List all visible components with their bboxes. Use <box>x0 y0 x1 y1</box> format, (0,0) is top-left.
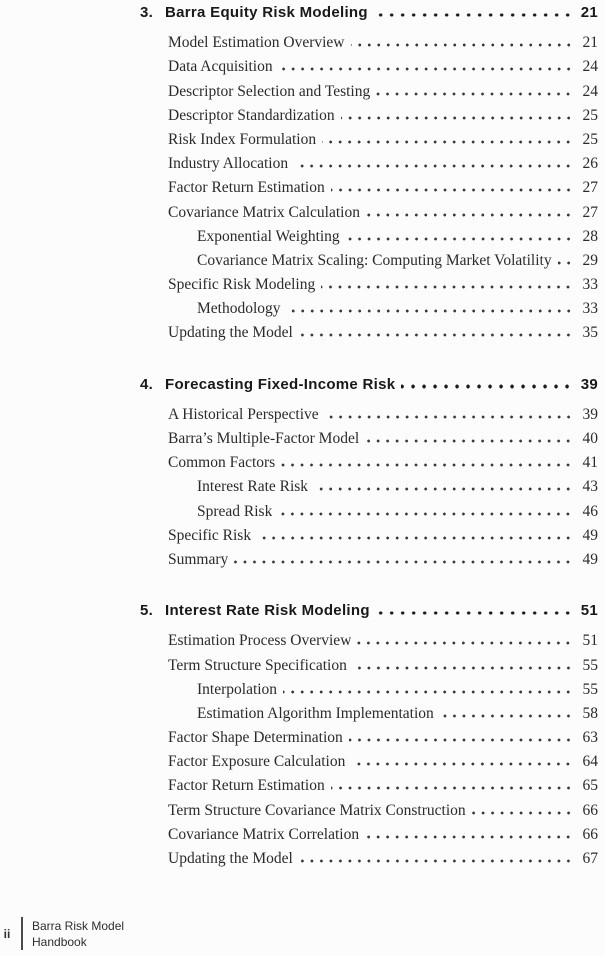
toc-entry-page-number: 28 <box>582 227 598 245</box>
chapter-page-number: 39 <box>580 375 598 393</box>
dot-leader <box>357 641 573 645</box>
table-of-contents <box>0 1 605 871</box>
toc-entry-page-number: 58 <box>582 704 598 722</box>
toc-entry-label: Spread Risk <box>197 502 273 520</box>
toc-entry-label: Covariance Matrix Scaling: Computing Market Volatility <box>197 251 552 269</box>
dot-leader <box>314 487 573 491</box>
toc-entry-label: Exponential Weighting <box>197 227 340 245</box>
toc-entry-page-number: 24 <box>582 58 598 76</box>
dot-leader <box>279 67 573 71</box>
toc-entry <box>197 500 598 524</box>
toc-entry-label: Term Structure Covariance Matrix Construction <box>168 801 466 819</box>
toc-entry <box>168 548 598 572</box>
toc-entry-label: Risk Index Formulation <box>168 130 317 148</box>
toc-entry <box>197 678 598 702</box>
toc-chapter-heading <box>140 373 598 397</box>
toc-entry <box>168 201 598 225</box>
toc-entry <box>168 629 598 653</box>
dot-leader <box>299 859 573 863</box>
toc-entry-label: Factor Shape Determination <box>168 729 343 747</box>
dot-leader <box>351 762 573 766</box>
dot-leader <box>366 213 573 217</box>
toc-entry-page-number: 41 <box>582 454 598 472</box>
toc-entry-label: Data Acquisition <box>168 58 273 76</box>
toc-entry-page-number: 21 <box>582 34 598 52</box>
toc-entry <box>168 654 598 678</box>
toc-entry-page-number: 51 <box>582 632 598 650</box>
chapter-page-number: 21 <box>580 4 598 21</box>
toc-entry <box>168 128 598 152</box>
toc-entry <box>197 297 598 321</box>
toc-entry <box>168 273 598 297</box>
dot-leader <box>558 261 573 265</box>
dot-leader <box>401 384 573 389</box>
toc-entry-label: Descriptor Selection and Testing <box>168 82 371 100</box>
toc-entry-page-number: 46 <box>582 502 598 520</box>
toc-entry <box>197 249 598 273</box>
toc-entry <box>168 750 598 774</box>
dot-leader <box>283 690 573 694</box>
dot-leader <box>257 536 573 540</box>
toc-entry <box>168 524 598 548</box>
dot-leader <box>365 439 573 443</box>
dot-leader <box>331 188 573 192</box>
toc-entry <box>197 475 598 499</box>
toc-entry-page-number: 26 <box>582 155 598 173</box>
dot-leader <box>299 333 573 337</box>
toc-entry-page-number: 27 <box>582 203 598 221</box>
toc-entry-page-number: 63 <box>582 729 598 747</box>
toc-entry-label: Interest Rate Risk <box>197 478 309 496</box>
toc-entry-page-number: 67 <box>582 850 598 867</box>
chapter-number: 4. <box>140 375 154 393</box>
toc-entry-page-number: 49 <box>582 550 598 568</box>
toc-chapter-heading <box>140 599 598 623</box>
toc-entry <box>168 451 598 475</box>
toc-entry-page-number: 39 <box>582 405 598 423</box>
dot-leader <box>321 285 573 289</box>
toc-entry-label: Barra’s Multiple-Factor Model <box>168 430 360 447</box>
toc-entry-page-number: 29 <box>582 251 598 269</box>
chapter-title: Interest Rate Risk Modeling <box>165 602 370 620</box>
toc-entry <box>168 55 598 79</box>
dot-leader <box>322 140 573 144</box>
toc-entry-label: Interpolation <box>197 680 278 698</box>
toc-entry <box>168 80 598 104</box>
dot-leader <box>351 43 574 47</box>
toc-entry-label: Common Factors <box>168 454 276 472</box>
dot-leader <box>346 237 573 241</box>
toc-entry-label: Descriptor Standardization <box>168 106 335 124</box>
chapter-entries <box>140 31 598 345</box>
toc-entry-page-number: 66 <box>582 801 598 819</box>
toc-entry-page-number: 25 <box>582 130 598 148</box>
toc-entry-label: A Historical Perspective <box>168 405 319 423</box>
chapter-number: 3. <box>140 4 154 21</box>
dot-leader <box>234 560 573 564</box>
toc-entry <box>168 176 598 200</box>
chapter-page-number: 51 <box>580 602 598 620</box>
toc-entry-page-number: 35 <box>582 324 598 342</box>
dot-leader <box>287 309 573 313</box>
dot-leader <box>341 116 573 120</box>
toc-entry-label: Estimation Algorithm Implementation <box>197 704 434 722</box>
handbook-title-line1: Barra Risk Model <box>32 918 125 933</box>
chapter-entries <box>140 403 598 572</box>
footer-divider <box>21 917 23 950</box>
toc-entry <box>168 823 598 847</box>
toc-entry-page-number: 24 <box>582 82 598 100</box>
dot-leader <box>331 786 573 790</box>
toc-entry-page-number: 55 <box>582 680 598 698</box>
chapter-title: Forecasting Fixed-Income Risk <box>165 375 396 393</box>
toc-entry-page-number: 55 <box>582 656 598 674</box>
toc-entry-label: Summary <box>168 550 229 568</box>
toc-entry-page-number: 33 <box>582 300 598 318</box>
folio-page-number: ii <box>3 926 11 941</box>
dot-leader <box>278 512 573 516</box>
toc-entry-page-number: 49 <box>582 526 598 544</box>
dot-leader <box>349 738 573 742</box>
toc-entry-label: Model Estimation Overview <box>168 34 345 52</box>
dot-leader <box>374 13 573 18</box>
toc-entry-label: Estimation Process Overview <box>168 632 352 650</box>
dot-leader <box>294 164 573 168</box>
dot-leader <box>353 666 573 670</box>
toc-entry-page-number: 33 <box>582 276 598 294</box>
toc-entry <box>197 225 598 249</box>
toc-entry-label: Factor Exposure Calculation <box>168 753 346 771</box>
dot-leader <box>376 611 573 616</box>
toc-chapter-heading <box>140 1 598 25</box>
toc-entry <box>168 799 598 823</box>
toc-entry <box>168 31 598 55</box>
toc-entry <box>168 152 598 176</box>
toc-entry-label: Methodology <box>197 300 281 318</box>
toc-entry-label: Specific Risk <box>168 526 252 544</box>
toc-entry <box>168 726 598 750</box>
toc-entry-page-number: 66 <box>582 825 598 843</box>
toc-entry-page-number: 25 <box>582 106 598 124</box>
handbook-title <box>32 918 124 950</box>
toc-entry-label: Factor Return Estimation <box>168 777 325 795</box>
chapter-number: 5. <box>140 602 154 620</box>
toc-entry <box>168 427 598 451</box>
toc-entry-label: Specific Risk Modeling <box>168 276 316 294</box>
toc-section <box>140 599 598 871</box>
handbook-title-line2: Handbook <box>32 934 87 949</box>
toc-entry-label: Updating the Model <box>168 324 293 342</box>
toc-entry <box>168 774 598 798</box>
dot-leader <box>472 811 573 815</box>
dot-leader <box>325 415 573 419</box>
dot-leader <box>440 714 573 718</box>
toc-entry <box>168 847 598 871</box>
toc-entry-label: Term Structure Specification <box>168 656 347 674</box>
toc-section <box>140 1 598 346</box>
chapter-entries <box>140 629 598 871</box>
page-footer <box>0 917 124 950</box>
dot-leader <box>365 835 573 839</box>
toc-entry-page-number: 27 <box>582 179 598 197</box>
chapter-title: Barra Equity Risk Modeling <box>165 4 368 21</box>
toc-entry-label: Industry Allocation <box>168 155 289 173</box>
dot-leader <box>281 463 573 467</box>
toc-entry <box>168 403 598 427</box>
toc-entry-page-number: 40 <box>582 430 598 447</box>
toc-entry-label: Factor Return Estimation <box>168 179 325 197</box>
toc-section <box>140 373 598 573</box>
toc-entry-label: Updating the Model <box>168 850 293 867</box>
toc-entry-page-number: 43 <box>582 478 598 496</box>
toc-entry <box>197 702 598 726</box>
toc-entry-label: Covariance Matrix Correlation <box>168 825 360 843</box>
toc-entry <box>168 321 598 345</box>
toc-entry-label: Covariance Matrix Calculation <box>168 203 360 221</box>
toc-entry-page-number: 65 <box>582 777 598 795</box>
dot-leader <box>376 92 573 96</box>
toc-entry <box>168 104 598 128</box>
toc-entry-page-number: 64 <box>582 753 598 771</box>
